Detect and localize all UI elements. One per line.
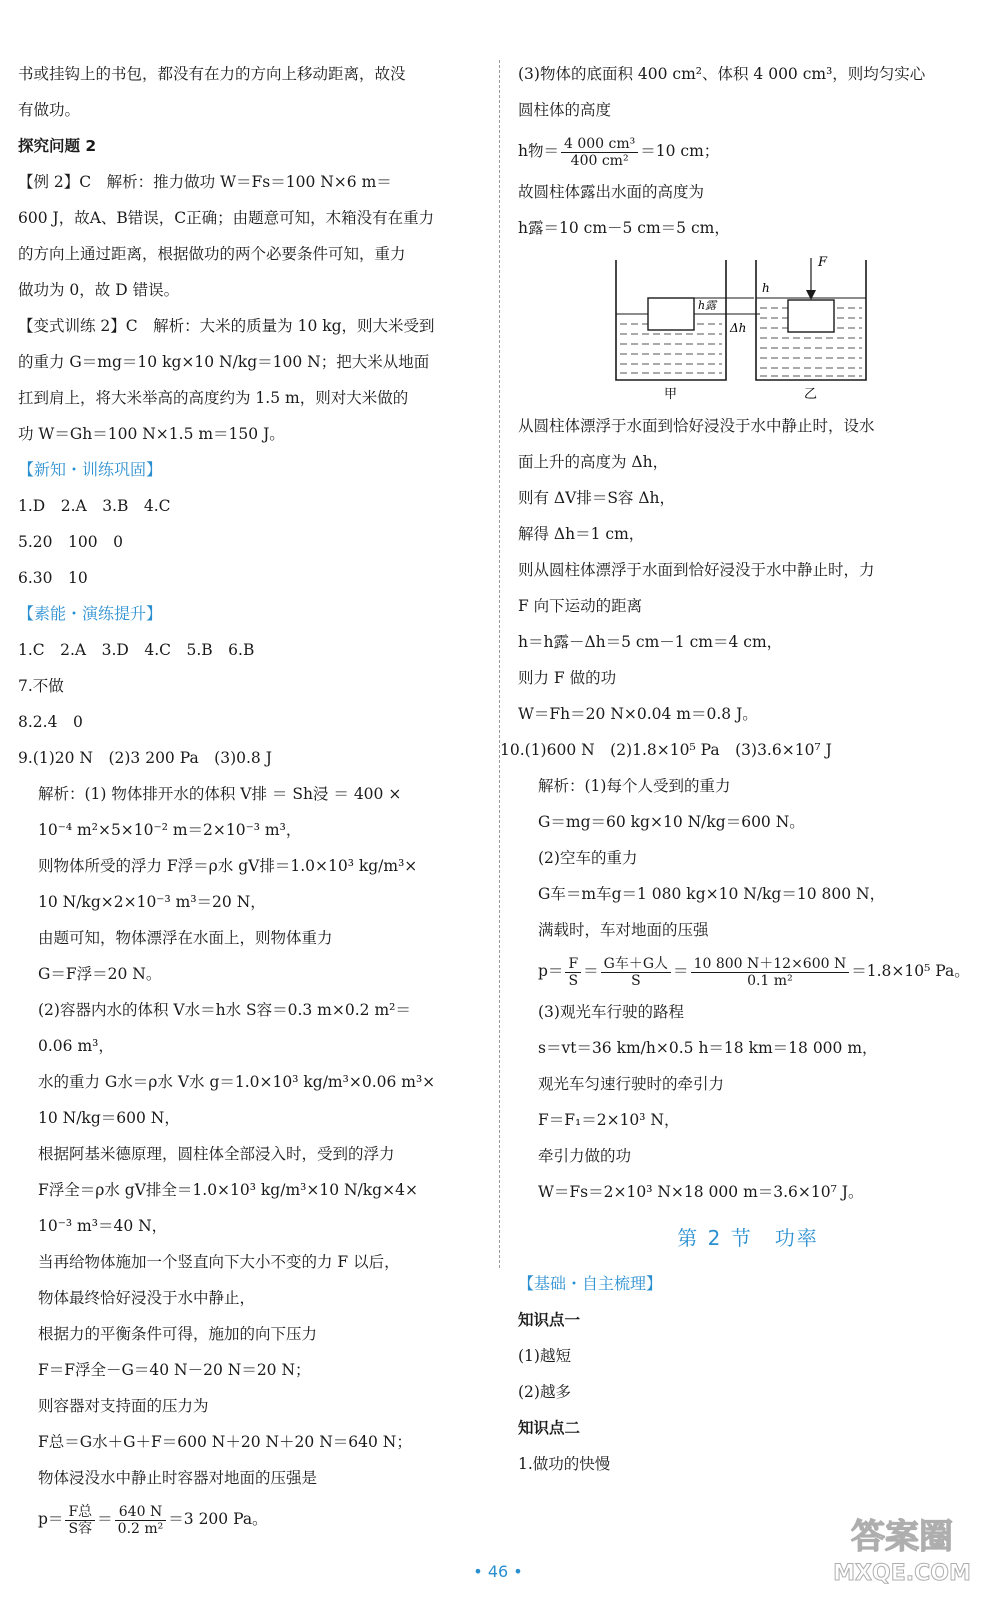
denominator: 0.2 m² xyxy=(117,1520,164,1537)
fraction xyxy=(691,956,850,989)
text-line: 600 J，故A、B错误，C正确；由题意可知，木箱没有在重力 xyxy=(18,209,435,227)
text-line: 则有 ΔV排＝S容 Δh， xyxy=(518,489,676,507)
text-line: 从圆柱体漂浮于水面到恰好浸没于水中静止时，设水 xyxy=(518,417,875,435)
solution-line: 则容器对支持面的压力为 xyxy=(38,1397,209,1415)
solution-line: G＝mg＝60 kg×10 N/kg＝600 N。 xyxy=(538,813,805,831)
label-delta-h: Δh xyxy=(730,321,747,335)
right-column xyxy=(500,56,978,1482)
example-line: 【变式训练 2】C 解析：大米的质量为 10 kg，则大米受到 xyxy=(18,317,435,335)
formula-text: ＝3 200 Pa。 xyxy=(168,1510,268,1528)
solution-line: 当再给物体施加一个竖直向下大小不变的力 F 以后， xyxy=(38,1253,400,1271)
label-yi: 乙 xyxy=(804,387,818,402)
section-label: 【基础・自主梳理】 xyxy=(518,1274,663,1293)
fraction xyxy=(565,956,581,989)
formula-text: ＝ xyxy=(673,962,689,980)
label-f: F xyxy=(818,255,828,270)
answer-line: 7.不做 xyxy=(18,677,64,695)
label-jia: 甲 xyxy=(664,387,678,402)
text-line: 面上升的高度为 Δh， xyxy=(518,453,669,471)
solution-line: 根据阿基米德原理，圆柱体全部浸入时，受到的浮力 xyxy=(38,1145,395,1163)
answer-line: 10.(1)600 N (2)1.8×10⁵ Pa (3)3.6×10⁷ J xyxy=(500,741,832,759)
section-label: 【素能・演练提升】 xyxy=(18,604,163,623)
solution-line: G＝F浮＝20 N。 xyxy=(38,965,162,983)
fraction xyxy=(115,1504,167,1537)
formula-text: ＝1.8×10⁵ Pa。 xyxy=(851,962,970,980)
answer-line: 1.D 2.A 3.B 4.C xyxy=(18,497,171,515)
answer-line: 8.2.4 0 xyxy=(18,713,83,731)
container-jia xyxy=(616,260,760,402)
denominator: 400 cm² xyxy=(570,152,629,169)
solution-line: W＝Fs＝2×10³ N×18 000 m＝3.6×10⁷ J。 xyxy=(538,1183,864,1201)
watermark-text: 答案圈 xyxy=(851,1517,953,1557)
formula-text: ＝10 cm； xyxy=(640,142,720,160)
answer-line: (2)越多 xyxy=(518,1383,571,1401)
numerator: F总 xyxy=(65,1504,95,1521)
example-line: 【例 2】C 解析：推力做功 W＝Fs＝100 N×6 m＝ xyxy=(18,173,392,191)
column-divider xyxy=(499,60,500,1268)
solution-line: F浮全＝ρ水 gV排全＝1.0×10³ kg/m³×10 N/kg×4× xyxy=(38,1181,418,1199)
text-line: 故圆柱体露出水面的高度为 xyxy=(518,183,705,201)
solution-line: 解析：(1)每个人受到的重力 xyxy=(538,777,731,795)
solution-line: (3)观光车行驶的路程 xyxy=(538,1003,684,1021)
solution-line: 10 N/kg＝600 N， xyxy=(38,1109,180,1127)
solution-line: F总＝G水＋G＋F＝600 N＋20 N＋20 N＝640 N； xyxy=(38,1433,412,1451)
solution-line: 水的重力 G水＝ρ水 V水 g＝1.0×10³ kg/m³×0.06 m³× xyxy=(38,1073,436,1091)
answer-line: 1.做功的快慢 xyxy=(518,1455,611,1473)
text-line: 有做功。 xyxy=(18,101,81,119)
solution-line: 根据力的平衡条件可得，施加的向下压力 xyxy=(38,1325,318,1343)
answer-line: 1.C 2.A 3.D 4.C 5.B 6.B xyxy=(18,641,255,659)
section-title: 第 2 节 功率 xyxy=(677,1226,819,1250)
answer-line: 9.(1)20 N (2)3 200 Pa (3)0.8 J xyxy=(18,749,272,767)
knowledge-heading: 知识点二 xyxy=(518,1419,581,1437)
solution-line: F＝F₁＝2×10³ N， xyxy=(538,1111,680,1129)
text-line: 书或挂钩上的书包，都没有在力的方向上移动距离，故没 xyxy=(18,65,406,83)
solution-line: 10 N/kg×2×10⁻³ m³＝20 N， xyxy=(38,893,266,911)
knowledge-heading: 知识点一 xyxy=(518,1311,581,1329)
solution-line: 10⁻⁴ m²×5×10⁻² m＝2×10⁻³ m³， xyxy=(38,821,302,839)
numerator: G车＋G人 xyxy=(601,956,671,973)
formula-height xyxy=(518,128,978,174)
fraction xyxy=(601,956,671,989)
submerged-cylinder xyxy=(788,300,834,332)
page-number: • 46 • xyxy=(473,1562,523,1581)
solution-line: (2)容器内水的体积 V水＝h水 S容＝0.3 m×0.2 m²＝ xyxy=(38,1001,411,1019)
solution-line: 10⁻³ m³＝40 N， xyxy=(38,1217,168,1235)
solution-line: s＝vt＝36 km/h×0.5 h＝18 km＝18 000 m， xyxy=(538,1039,878,1057)
formula-pressure xyxy=(18,1496,490,1542)
text-line: 扛到肩上，将大米举高的高度约为 1.5 m，则对大米做的 xyxy=(18,389,409,407)
water-hatch xyxy=(620,324,722,373)
text-line: 做功为 0，故 D 错误。 xyxy=(18,281,180,299)
solution-line: 满载时，车对地面的压强 xyxy=(538,921,709,939)
container-yi xyxy=(756,255,866,402)
text-line: 的重力 G＝mg＝10 kg×10 N/kg＝100 N；把大米从地面 xyxy=(18,353,430,371)
solution-line: 则物体所受的浮力 F浮＝ρ水 gV排＝1.0×10³ kg/m³× xyxy=(38,857,418,875)
watermark-logo xyxy=(822,1508,982,1588)
left-column xyxy=(18,56,490,1542)
solution-line: F＝F浮全－G＝40 N－20 N＝20 N； xyxy=(38,1361,311,1379)
text-line: 则力 F 做的功 xyxy=(518,669,617,687)
label-h-lu: h露 xyxy=(698,299,717,312)
text-line: W＝Fh＝20 N×0.04 m＝0.8 J。 xyxy=(518,705,758,723)
solution-line: 物体最终恰好浸没于水中静止， xyxy=(38,1289,256,1307)
text-line: 则从圆柱体漂浮于水面到恰好浸没于水中静止时，力 xyxy=(518,561,875,579)
text-line: h＝h露－Δh＝5 cm－1 cm＝4 cm， xyxy=(518,633,783,651)
solution-line: 牵引力做的功 xyxy=(538,1147,632,1165)
container-diagram xyxy=(606,252,876,402)
text-line: 功 W＝Gh＝100 N×1.5 m＝150 J。 xyxy=(18,425,285,443)
denominator: 0.1 m² xyxy=(747,972,793,989)
answer-line: 5.20 100 0 xyxy=(18,533,123,551)
formula-text: ＝ xyxy=(97,1510,113,1528)
solution-line: 观光车匀速行驶时的牵引力 xyxy=(538,1075,725,1093)
text-line: F 向下运动的距离 xyxy=(518,597,643,615)
denominator: S容 xyxy=(68,1520,93,1537)
text-line: h露＝10 cm－5 cm＝5 cm， xyxy=(518,219,730,237)
numerator: F xyxy=(565,956,581,973)
formula-text: h物＝ xyxy=(518,142,559,160)
answer-line: 6.30 10 xyxy=(18,569,88,587)
denominator: S xyxy=(631,972,641,989)
watermark-domain: MXQE.COM xyxy=(833,1561,971,1586)
formula-text: p＝ xyxy=(538,962,564,980)
solution-line: 解析：(1) 物体排开水的体积 V排 ＝ Sh浸 ＝ 400 × xyxy=(38,785,402,803)
solution-line: (2)空车的重力 xyxy=(538,849,638,867)
floating-cylinder xyxy=(648,298,694,330)
formula-text: ＝ xyxy=(583,962,599,980)
fraction xyxy=(65,1504,95,1537)
solution-line: G车＝m车g＝1 080 kg×10 N/kg＝10 800 N， xyxy=(538,885,886,903)
section-label: 【新知・训练巩固】 xyxy=(18,460,163,479)
solution-line: 0.06 m³， xyxy=(38,1037,114,1055)
text-line: 解得 Δh＝1 cm， xyxy=(518,525,645,543)
denominator: S xyxy=(568,972,579,989)
section-heading: 探究问题 2 xyxy=(18,137,97,155)
text-line: 圆柱体的高度 xyxy=(518,101,612,119)
numerator: 4 000 cm³ xyxy=(561,136,638,153)
text-line: (3)物体的底面积 400 cm²、体积 4 000 cm³，则均匀实心 xyxy=(518,65,926,83)
formula-text: p＝ xyxy=(38,1510,64,1528)
label-h: h xyxy=(762,281,770,295)
fraction xyxy=(561,136,638,169)
solution-line: 由题可知，物体漂浮在水面上，则物体重力 xyxy=(38,929,333,947)
numerator: 10 800 N＋12×600 N xyxy=(691,956,850,973)
solution-line: 物体浸没水中静止时容器对地面的压强是 xyxy=(38,1469,318,1487)
answer-line: (1)越短 xyxy=(518,1347,571,1365)
formula-bus-pressure xyxy=(518,948,978,994)
text-line: 的方向上通过距离，根据做功的两个必要条件可知，重力 xyxy=(18,245,406,263)
numerator: 640 N xyxy=(115,1504,167,1521)
